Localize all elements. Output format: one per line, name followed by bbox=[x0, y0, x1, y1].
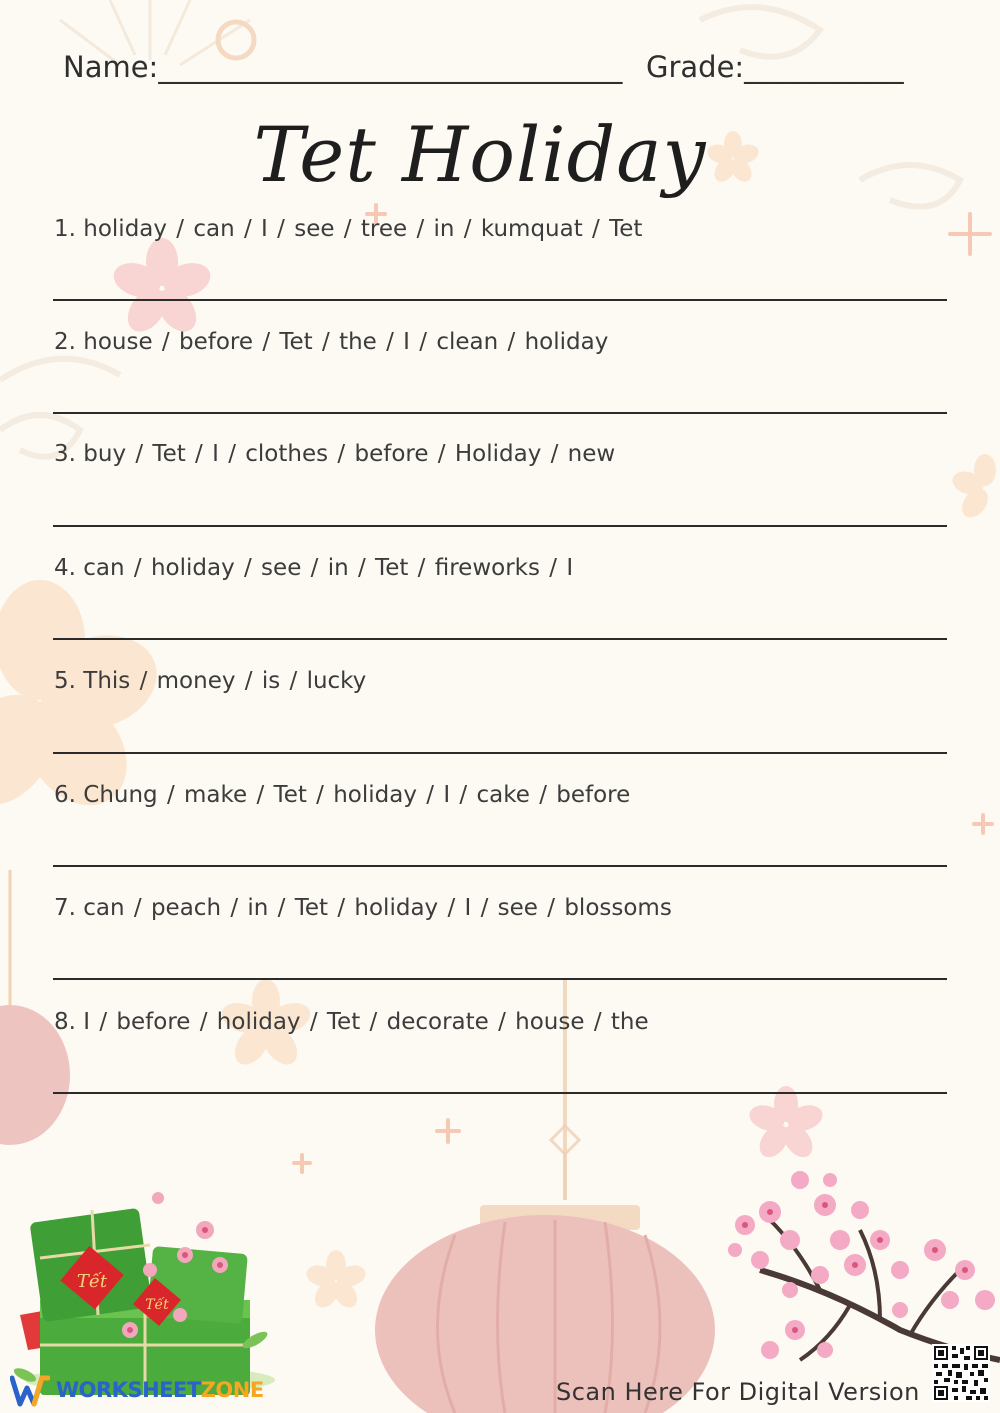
answer-line-3[interactable] bbox=[53, 525, 947, 527]
name-field-label[interactable]: Name:________________________________ bbox=[63, 50, 623, 84]
question-number: 3. bbox=[54, 441, 76, 467]
header bbox=[63, 50, 933, 92]
question-text: buy / Tet / I / clothes / before / Holiday / new bbox=[83, 441, 616, 467]
worksheetzone-logo-icon bbox=[10, 1374, 50, 1408]
question-text: house / before / Tet / the / I / clean / holiday bbox=[83, 329, 609, 355]
question-number: 2. bbox=[54, 329, 76, 355]
question-number: 6. bbox=[54, 782, 76, 808]
answer-line-1[interactable] bbox=[53, 299, 947, 301]
question-text: holiday / can / I / see / tree / in / kumquat / Tet bbox=[83, 216, 643, 242]
qr-code-icon[interactable] bbox=[932, 1344, 990, 1402]
answer-line-6[interactable] bbox=[53, 865, 947, 867]
answer-line-4[interactable] bbox=[53, 638, 947, 640]
question-text: This / money / is / lucky bbox=[83, 668, 367, 694]
question-5 bbox=[54, 668, 954, 694]
page-title: Tet Holiday bbox=[253, 110, 707, 199]
peach-blossom-branch-illustration bbox=[728, 1171, 1000, 1360]
question-8 bbox=[54, 1009, 954, 1035]
answer-line-2[interactable] bbox=[53, 412, 947, 414]
question-4 bbox=[54, 555, 954, 581]
svg-text:Tết: Tết bbox=[76, 1271, 108, 1292]
question-2 bbox=[54, 329, 954, 355]
question-number: 7. bbox=[54, 895, 76, 921]
worksheetzone-brand[interactable] bbox=[10, 1374, 270, 1410]
question-3 bbox=[54, 441, 954, 467]
question-1 bbox=[54, 216, 954, 242]
answer-line-8[interactable] bbox=[53, 1092, 947, 1094]
grade-field-label[interactable]: Grade:___________ bbox=[646, 50, 904, 84]
question-text: Chung / make / Tet / holiday / I / cake / before bbox=[83, 782, 631, 808]
scan-text: Scan Here For Digital Version bbox=[556, 1378, 920, 1406]
question-number: 1. bbox=[54, 216, 76, 242]
question-7 bbox=[54, 895, 954, 921]
brand-zone: ZONE bbox=[200, 1378, 264, 1402]
brand-text bbox=[56, 1378, 264, 1402]
answer-line-5[interactable] bbox=[53, 752, 947, 754]
question-6 bbox=[54, 782, 954, 808]
brand-worksheet: WORKSHEET bbox=[56, 1378, 201, 1402]
question-text: can / peach / in / Tet / holiday / I / see / blossoms bbox=[83, 895, 672, 921]
question-text: can / holiday / see / in / Tet / fireworks / I bbox=[83, 555, 574, 581]
answer-line-7[interactable] bbox=[53, 978, 947, 980]
question-number: 4. bbox=[54, 555, 76, 581]
banh-chung-illustration bbox=[12, 1192, 275, 1395]
question-number: 5. bbox=[54, 668, 76, 694]
question-text: I / before / holiday / Tet / decorate / house / the bbox=[83, 1009, 649, 1035]
svg-text:Tết: Tết bbox=[145, 1297, 169, 1313]
question-number: 8. bbox=[54, 1009, 76, 1035]
